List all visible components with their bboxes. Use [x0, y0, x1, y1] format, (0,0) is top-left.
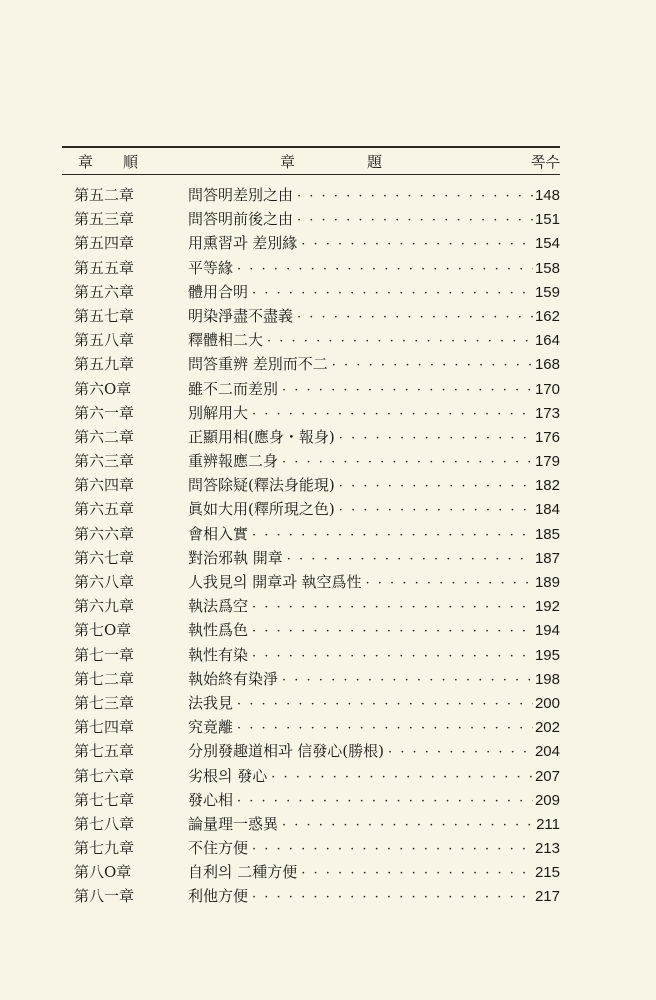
chapter-number: 第六七章	[74, 548, 135, 567]
dot-leader	[297, 233, 533, 257]
toc-row	[62, 256, 560, 280]
dot-leader	[328, 354, 533, 378]
page-number: 176	[534, 428, 560, 446]
chapter-title: 會相入實	[188, 524, 249, 543]
chapter-entry	[188, 377, 560, 403]
dot-leader	[248, 620, 533, 644]
chapter-number: 第六六章	[74, 524, 135, 543]
chapter-title: 雖不二而差別	[188, 379, 279, 398]
page-number: 158	[534, 259, 560, 277]
page-number: 187	[534, 549, 560, 567]
chapter-title: 利他方便	[188, 887, 249, 906]
page-number: 202	[534, 719, 560, 737]
chapter-title: 明染淨盡不盡義	[188, 306, 294, 325]
dot-leader	[233, 258, 533, 282]
dot-leader	[362, 572, 533, 596]
page-number: 162	[534, 307, 560, 325]
chapter-number: 第五九章	[74, 355, 135, 374]
chapter-number: 第七二章	[74, 669, 135, 688]
chapter-entry	[188, 256, 560, 282]
toc-row	[62, 739, 560, 763]
chapter-entry	[188, 522, 560, 548]
chapter-title: 體用合明	[188, 282, 249, 301]
header-chapter-title: 章題	[280, 153, 455, 171]
chapter-title: 眞如大用(釋所現之色)	[188, 500, 335, 519]
page-number: 194	[534, 622, 560, 640]
chapter-number: 第五八章	[74, 331, 135, 350]
dot-leader	[283, 548, 533, 572]
chapter-entry	[188, 643, 560, 669]
dot-leader	[335, 499, 533, 523]
dot-leader	[293, 209, 533, 233]
chapter-title: 對治邪執 開章	[188, 548, 283, 567]
chapter-number: 第六二章	[74, 427, 135, 446]
chapter-number: 第七五章	[74, 742, 135, 761]
dot-leader	[293, 185, 533, 209]
chapter-title: 發心相	[188, 790, 234, 809]
table-header	[62, 146, 560, 174]
page-number: 195	[534, 646, 560, 664]
page-number: 151	[534, 211, 560, 229]
chapter-number: 第七三章	[74, 693, 135, 712]
chapter-title: 劣根의 發心	[188, 766, 268, 785]
chapter-number: 第六五章	[74, 500, 135, 519]
chapter-entry	[188, 691, 560, 717]
chapter-number: 第七九章	[74, 839, 135, 858]
chapter-title: 執法爲空	[188, 597, 249, 616]
toc-row	[62, 522, 560, 546]
page-number: 189	[534, 574, 560, 591]
table-of-contents	[62, 183, 560, 909]
chapter-title: 自利의 二種方便	[188, 863, 298, 882]
chapter-title: 問答明前後之由	[188, 210, 294, 229]
chapter-entry	[188, 183, 560, 209]
toc-row	[62, 667, 560, 691]
chapter-entry	[188, 715, 560, 741]
page-number: 211	[536, 815, 560, 833]
chapter-number: 第六九章	[74, 597, 135, 616]
page-number: 217	[534, 888, 560, 906]
page-number: 179	[534, 453, 560, 471]
chapter-number: 第五三章	[74, 210, 135, 229]
dot-leader	[278, 669, 533, 693]
chapter-number: 第五五章	[74, 258, 135, 277]
toc-row	[62, 328, 560, 352]
page-number: 182	[534, 477, 560, 495]
toc-row	[62, 183, 560, 207]
header-page-number: 쪽수	[531, 153, 560, 171]
chapter-title: 法我見	[188, 693, 234, 712]
chapter-entry	[188, 352, 560, 378]
dot-leader	[248, 645, 533, 669]
page-number: 209	[534, 791, 560, 809]
chapter-entry	[188, 812, 560, 838]
dot-leader	[233, 790, 533, 814]
page-number: 184	[534, 501, 560, 519]
toc-row	[62, 449, 560, 473]
chapter-entry	[188, 449, 560, 475]
page-number: 148	[534, 187, 560, 204]
chapter-title: 人我見의 開章과 執空爲性	[188, 573, 362, 591]
chapter-number: 第五四章	[74, 234, 135, 253]
toc-row	[62, 884, 560, 908]
dot-leader	[335, 427, 533, 451]
toc-row	[62, 497, 560, 521]
chapter-entry	[188, 618, 560, 644]
page-number: 164	[534, 332, 560, 350]
chapter-title: 問答明差別之由	[188, 186, 294, 204]
chapter-number: 第六一章	[74, 403, 135, 422]
chapter-title: 究竟離	[188, 718, 234, 737]
chapter-entry	[188, 667, 560, 693]
chapter-title: 分別發趣道相과 信發心(勝根)	[188, 742, 384, 761]
toc-row	[62, 352, 560, 376]
page-number: 173	[534, 404, 560, 422]
chapter-entry	[188, 473, 560, 499]
chapter-number: 第八O章	[74, 863, 132, 882]
toc-row	[62, 860, 560, 884]
chapter-entry	[188, 425, 560, 451]
dot-leader	[248, 524, 533, 548]
toc-row	[62, 618, 560, 642]
chapter-title: 正顯用相(應身・報身)	[188, 427, 335, 446]
chapter-number: 第七四章	[74, 718, 135, 737]
dot-leader	[278, 814, 534, 838]
chapter-title: 問答重辨 差別而不二	[188, 355, 328, 374]
chapter-number: 第七七章	[74, 790, 135, 809]
toc-row	[62, 836, 560, 860]
chapter-entry	[188, 594, 560, 620]
dot-leader	[335, 475, 533, 499]
chapter-title: 用熏習과 差別緣	[188, 234, 298, 253]
toc-row	[62, 546, 560, 570]
toc-row	[62, 231, 560, 255]
chapter-number: 第七O章	[74, 621, 132, 640]
chapter-number: 第六O章	[74, 379, 132, 398]
chapter-title: 執性爲色	[188, 621, 249, 640]
page-number: 198	[534, 670, 560, 688]
toc-row	[62, 594, 560, 618]
chapter-title: 不住方便	[188, 839, 249, 858]
chapter-entry	[188, 546, 560, 572]
toc-row	[62, 691, 560, 715]
dot-leader	[278, 451, 533, 475]
chapter-number: 第七八章	[74, 814, 135, 833]
toc-row	[62, 788, 560, 812]
dot-leader	[263, 330, 533, 354]
dot-leader	[297, 862, 533, 886]
toc-row	[62, 715, 560, 739]
chapter-entry	[188, 739, 560, 765]
chapter-title: 別解用大	[188, 403, 249, 422]
toc-row	[62, 643, 560, 667]
chapter-number: 第五七章	[74, 306, 135, 325]
chapter-number: 第六三章	[74, 452, 135, 471]
chapter-title: 平等緣	[188, 258, 234, 277]
chapter-number: 第五二章	[74, 186, 135, 204]
toc-row	[62, 570, 560, 594]
page-number: 170	[534, 380, 560, 398]
chapter-entry	[188, 836, 560, 862]
page-number: 154	[534, 235, 560, 253]
chapter-title: 論量理一惑異	[188, 814, 279, 833]
chapter-title: 執始終有染淨	[188, 669, 279, 688]
page-number: 168	[534, 356, 560, 374]
dot-leader	[248, 403, 533, 427]
dot-leader	[278, 379, 533, 403]
toc-row	[62, 764, 560, 788]
page-number: 185	[534, 525, 560, 543]
chapter-entry	[188, 884, 560, 910]
chapter-entry	[188, 401, 560, 427]
page-number: 159	[534, 283, 560, 301]
dot-leader	[267, 766, 533, 790]
chapter-entry	[188, 304, 560, 330]
chapter-title: 重辨報應二身	[188, 452, 279, 471]
page-number: 207	[534, 767, 560, 785]
chapter-entry	[188, 231, 560, 257]
dot-leader	[384, 741, 533, 765]
page-number: 200	[534, 694, 560, 712]
chapter-number: 第六八章	[74, 573, 135, 591]
dot-leader	[293, 306, 533, 330]
chapter-title: 問答除疑(釋法身能現)	[188, 476, 335, 495]
chapter-title: 執性有染	[188, 645, 249, 664]
chapter-entry	[188, 328, 560, 354]
dot-leader	[248, 282, 533, 306]
chapter-number: 第八一章	[74, 887, 135, 906]
chapter-entry	[188, 860, 560, 886]
toc-row	[62, 812, 560, 836]
chapter-entry	[188, 570, 560, 596]
chapter-entry	[188, 764, 560, 790]
chapter-title: 釋體相二大	[188, 331, 264, 350]
chapter-entry	[188, 280, 560, 306]
toc-row	[62, 304, 560, 328]
chapter-number: 第七一章	[74, 645, 135, 664]
dot-leader	[248, 838, 533, 862]
chapter-number: 第六四章	[74, 476, 135, 495]
toc-row	[62, 377, 560, 401]
header-chapter-order: 章順	[78, 153, 169, 171]
toc-row	[62, 425, 560, 449]
page-number: 215	[534, 864, 560, 882]
chapter-number: 第七六章	[74, 766, 135, 785]
toc-row	[62, 401, 560, 425]
chapter-entry	[188, 788, 560, 814]
chapter-number: 第五六章	[74, 282, 135, 301]
page-number: 204	[534, 743, 560, 761]
toc-row	[62, 280, 560, 304]
page-number: 192	[534, 598, 560, 616]
dot-leader	[248, 596, 533, 620]
page-number: 213	[534, 840, 560, 858]
toc-row	[62, 473, 560, 497]
dot-leader	[233, 717, 533, 741]
toc-row	[62, 207, 560, 231]
chapter-entry	[188, 207, 560, 233]
chapter-entry	[188, 497, 560, 523]
header-bottom-rule	[62, 174, 560, 175]
dot-leader	[233, 693, 533, 717]
dot-leader	[248, 886, 533, 910]
